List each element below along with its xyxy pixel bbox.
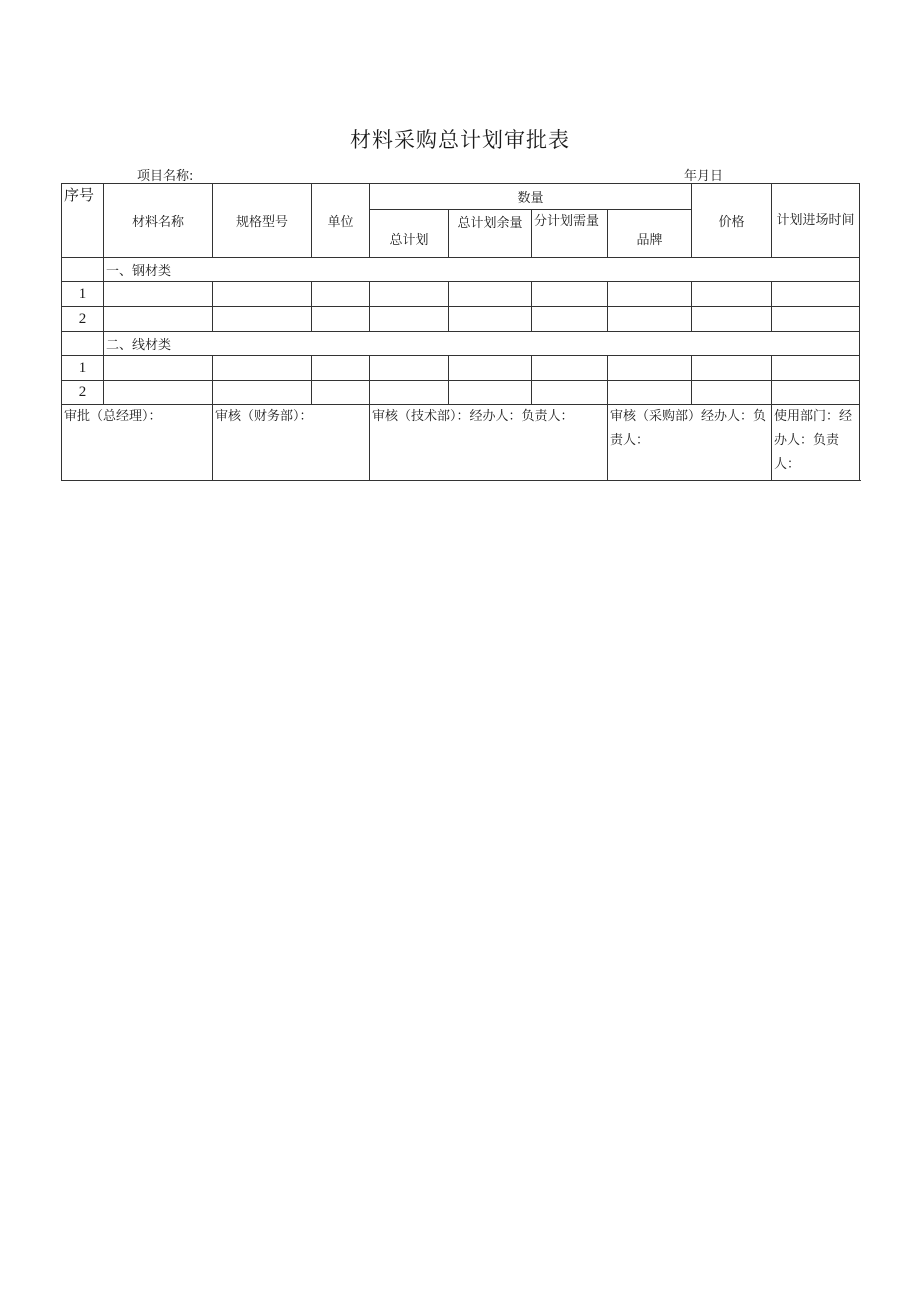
header-seq: 序号 [62,184,104,258]
unit-cell[interactable] [312,381,370,405]
unit-cell[interactable] [312,356,370,381]
entry-time-cell[interactable] [772,356,860,381]
row-number: 2 [62,381,104,405]
section-seq-cell [62,258,104,282]
table-row [62,356,860,381]
entry-time-cell[interactable] [772,307,860,332]
header-total-remaining: 总计划余量 [449,210,532,258]
header-price: 价格 [692,184,772,258]
sub-plan-cell[interactable] [532,356,608,381]
total-remaining-cell[interactable] [449,307,532,332]
sign-general-manager[interactable]: 审批（总经理）： [62,405,213,481]
row-number: 2 [62,307,104,332]
header-unit: 单位 [312,184,370,258]
material-name-cell[interactable] [104,282,213,307]
approval-table [61,183,860,481]
brand-cell[interactable] [608,282,692,307]
brand-cell[interactable] [608,356,692,381]
row-number: 1 [62,356,104,381]
form-title: 材料采购总计划审批表 [350,128,570,152]
row-number: 1 [62,282,104,307]
brand-cell[interactable] [608,307,692,332]
header-quantity: 数量 [370,184,692,210]
material-name-cell[interactable] [104,356,213,381]
total-remaining-cell[interactable] [449,356,532,381]
sign-purchase-dept[interactable]: 审核（采购部）经办人：负责人： [608,405,772,481]
header-brand: 品牌 [608,210,692,258]
header-sub-plan: 分计划需量 [532,210,608,258]
total-plan-cell[interactable] [370,356,449,381]
price-cell[interactable] [692,381,772,405]
sign-user-dept[interactable]: 使用部门：经办人：负责人： [772,405,860,481]
sign-tech-dept[interactable]: 审核（技术部）：经办人：负责人： [370,405,608,481]
price-cell[interactable] [692,307,772,332]
spec-cell[interactable] [213,381,312,405]
signature-row [62,405,860,481]
section-label: 一、钢材类 [104,258,860,282]
section-row [62,332,860,356]
project-name-label: 项目名称: [137,169,194,184]
sub-plan-cell[interactable] [532,282,608,307]
brand-cell[interactable] [608,381,692,405]
section-seq-cell [62,332,104,356]
table-row [62,282,860,307]
material-name-cell[interactable] [104,381,213,405]
sub-plan-cell[interactable] [532,381,608,405]
unit-cell[interactable] [312,307,370,332]
total-remaining-cell[interactable] [449,381,532,405]
section-row [62,258,860,282]
date-label: 年月日 [684,169,724,184]
header-spec-model: 规格型号 [213,184,312,258]
header-material-name: 材料名称 [104,184,213,258]
total-plan-cell[interactable] [370,307,449,332]
sub-plan-cell[interactable] [532,307,608,332]
header-total-plan: 总计划 [370,210,449,258]
entry-time-cell[interactable] [772,282,860,307]
header-entry-time: 计划进场时间 [772,184,860,258]
material-name-cell[interactable] [104,307,213,332]
spec-cell[interactable] [213,282,312,307]
total-plan-cell[interactable] [370,282,449,307]
unit-cell[interactable] [312,282,370,307]
section-label: 二、线材类 [104,332,860,356]
sign-finance-dept[interactable]: 审核（财务部）： [213,405,370,481]
entry-time-cell[interactable] [772,381,860,405]
table-row [62,381,860,405]
table-row [62,307,860,332]
total-plan-cell[interactable] [370,381,449,405]
price-cell[interactable] [692,356,772,381]
total-remaining-cell[interactable] [449,282,532,307]
spec-cell[interactable] [213,356,312,381]
spec-cell[interactable] [213,307,312,332]
price-cell[interactable] [692,282,772,307]
